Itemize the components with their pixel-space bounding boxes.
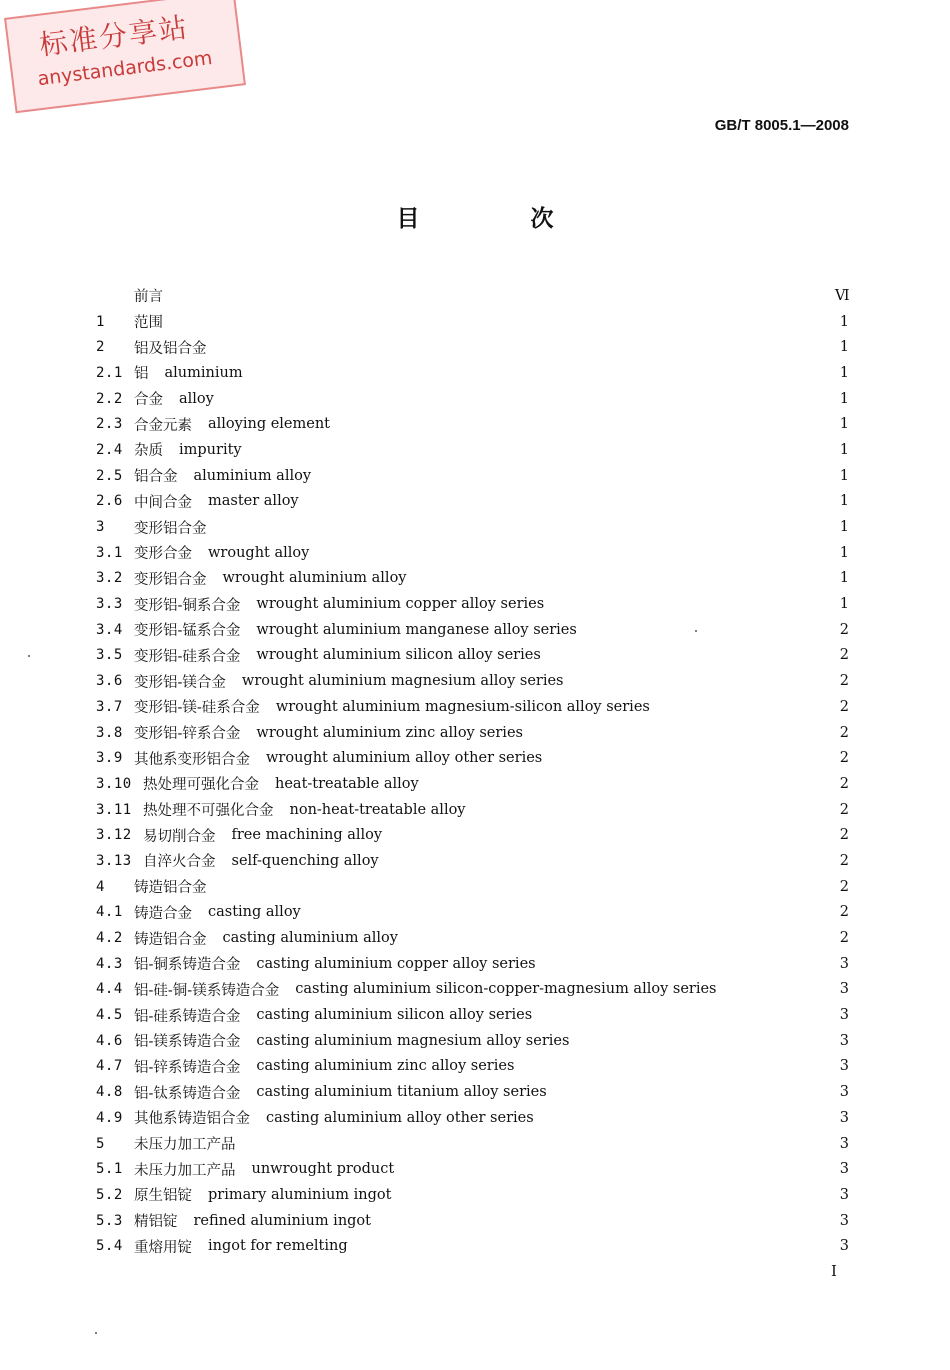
toc-entry[interactable] — [96, 1079, 849, 1105]
toc-entry-title-en: casting aluminium silicon-copper-magnesium alloy series — [295, 981, 717, 998]
toc-entry-page: 2 — [839, 801, 849, 818]
toc-entry-title-en: primary aluminium ingot — [208, 1186, 392, 1203]
toc-dot-leader — [393, 854, 829, 868]
toc-entry-number: 2.5 — [96, 467, 123, 484]
toc-entry-page: 3 — [839, 1186, 849, 1203]
toc-entry[interactable] — [96, 283, 849, 309]
toc-entry[interactable] — [96, 1131, 849, 1157]
toc-dot-leader — [556, 751, 829, 765]
toc-entry-title-cn: 中间合金 — [134, 494, 192, 511]
toc-dot-leader — [344, 417, 829, 431]
toc-dot-leader — [550, 957, 829, 971]
toc-entry-title-cn: 其他系变形铝合金 — [134, 751, 250, 768]
toc-dot-leader — [315, 905, 829, 919]
toc-dot-leader — [408, 1162, 829, 1176]
toc-entry[interactable] — [96, 514, 849, 540]
toc-entry-page: 3 — [839, 1238, 849, 1255]
toc-entry-title-en: casting alloy — [208, 904, 301, 921]
toc-entry-title-cn: 变形铝-硅系合金 — [134, 648, 241, 665]
toc-entry-number: 5.2 — [96, 1186, 123, 1203]
toc-entry-title-en: wrought aluminium silicon alloy series — [256, 647, 541, 664]
toc-entry-title-en: casting aluminium titanium alloy series — [256, 1084, 547, 1101]
toc-entry-number: 4.9 — [96, 1109, 123, 1126]
toc-dot-leader — [221, 880, 830, 894]
toc-entry-title-en: heat-treatable alloy — [275, 775, 419, 792]
toc-dot-leader — [256, 443, 829, 457]
toc-entry[interactable] — [96, 1002, 849, 1028]
toc-entry-title-cn: 铸造铝合金 — [134, 931, 207, 948]
toc-entry-title-en: casting aluminium zinc alloy series — [256, 1058, 515, 1075]
toc-entry-title-en: non-heat-treatable alloy — [289, 801, 466, 818]
toc-entry-title-cn: 变形铝-铜系合金 — [134, 597, 241, 614]
table-of-contents — [96, 283, 849, 1259]
toc-entry-title-cn: 变形铝-锰系合金 — [134, 623, 241, 640]
toc-entry-number: 2.4 — [96, 441, 123, 458]
toc-entry-page: 1 — [839, 339, 849, 356]
toc-entry-title-cn: 铝-镁系铸造合金 — [134, 1034, 241, 1051]
toc-entry-title-cn: 易切削合金 — [143, 828, 216, 845]
toc-entry-title-en: wrought aluminium zinc alloy series — [256, 724, 523, 741]
toc-entry-number: 4.7 — [96, 1058, 123, 1075]
toc-entry-number: 3.13 — [96, 852, 132, 869]
toc-entry[interactable] — [96, 1028, 849, 1054]
toc-entry[interactable] — [96, 1054, 849, 1080]
toc-entry-title-cn: 变形铝-镁-硅系合金 — [134, 700, 260, 717]
toc-dot-leader — [421, 571, 830, 585]
toc-dot-leader — [558, 597, 829, 611]
toc-entry-title-en: casting aluminium alloy other series — [266, 1109, 534, 1126]
toc-entry-title-cn: 铸造合金 — [134, 905, 192, 922]
toc-dot-leader — [221, 340, 830, 354]
toc-dot-leader — [323, 546, 829, 560]
toc-entry-number: 2.1 — [96, 364, 123, 381]
toc-dot-leader — [257, 366, 829, 380]
toc-entry-number: 3.6 — [96, 673, 123, 690]
toc-entry-number: 2.3 — [96, 416, 123, 433]
toc-dot-leader — [325, 469, 829, 483]
scan-speck — [695, 630, 697, 632]
toc-entry-number: 2.6 — [96, 493, 123, 510]
toc-entry-number: 4.6 — [96, 1032, 123, 1049]
toc-entry[interactable] — [96, 411, 849, 437]
toc-entry-title-cn: 铝-硅系铸造合金 — [134, 1008, 241, 1025]
standard-code: GB/T 8005.1—2008 — [714, 117, 849, 134]
toc-entry-page: 1 — [839, 544, 849, 561]
toc-entry-page: 2 — [839, 647, 849, 664]
toc-entry-title-cn: 其他系铸造铝合金 — [134, 1111, 250, 1128]
toc-entry-number: 3.11 — [96, 801, 132, 818]
toc-entry[interactable] — [96, 386, 849, 412]
toc-entry-title-en: unwrought product — [251, 1161, 395, 1178]
toc-entry-page: 2 — [839, 698, 849, 715]
toc-entry-title-cn: 热处理可强化合金 — [143, 777, 259, 794]
toc-dot-leader — [362, 1239, 829, 1253]
toc-dot-leader — [578, 674, 830, 688]
toc-entry[interactable] — [96, 925, 849, 951]
toc-entry-number: 3.10 — [96, 775, 132, 792]
toc-entry-title-en: wrought aluminium magnesium alloy series — [241, 673, 564, 690]
toc-entry-title-cn: 变形铝合金 — [134, 571, 207, 588]
toc-dot-leader — [385, 1214, 829, 1228]
toc-entry-page: 2 — [839, 750, 849, 767]
toc-entry-number: 3 — [96, 519, 105, 536]
toc-entry-page: 1 — [839, 467, 849, 484]
toc-entry-title-en: casting aluminium magnesium alloy series — [256, 1032, 570, 1049]
toc-entry[interactable] — [96, 463, 849, 489]
toc-entry-title-en: wrought aluminium alloy — [222, 570, 407, 587]
toc-entry-title-cn: 精铝锭 — [134, 1214, 178, 1231]
toc-entry-title-cn: 变形铝-镁合金 — [134, 674, 226, 691]
toc-entry-title-en: wrought aluminium alloy other series — [266, 750, 543, 767]
toc-entry[interactable] — [96, 591, 849, 617]
toc-title: 目 次 — [396, 206, 598, 232]
toc-entry-number: 5.4 — [96, 1238, 123, 1255]
toc-entry-number: 3.8 — [96, 724, 123, 741]
toc-entry-title-cn: 变形铝合金 — [134, 520, 207, 537]
toc-entry-number: 4.5 — [96, 1007, 123, 1024]
toc-entry-page: 3 — [839, 1135, 849, 1152]
toc-entry[interactable] — [96, 1105, 849, 1131]
toc-entry[interactable] — [96, 720, 849, 746]
toc-entry-number: 3.9 — [96, 750, 123, 767]
toc-dot-leader — [221, 520, 830, 534]
toc-dot-leader — [405, 1188, 829, 1202]
toc-entry-title-cn: 铝-硅-铜-镁系铸造合金 — [134, 982, 280, 999]
toc-entry-page: 1 — [839, 313, 849, 330]
toc-entry-title-cn: 未压力加工产品 — [134, 1137, 236, 1154]
toc-entry-page: 2 — [839, 673, 849, 690]
toc-entry-title-cn: 重熔用锭 — [134, 1239, 192, 1256]
toc-entry-page: 1 — [839, 493, 849, 510]
toc-entry-number: 3.2 — [96, 570, 123, 587]
toc-entry-title-cn: 自淬火合金 — [143, 854, 216, 871]
toc-entry-title-cn: 前言 — [134, 289, 163, 306]
toc-entry-page: 2 — [839, 621, 849, 638]
toc-dot-leader — [561, 1085, 829, 1099]
toc-entry-title-en: alloy — [179, 390, 214, 407]
toc-entry-title-cn: 变形合金 — [134, 546, 192, 563]
toc-entry[interactable] — [96, 977, 849, 1003]
toc-entry[interactable] — [96, 874, 849, 900]
toc-entry[interactable] — [96, 1233, 849, 1259]
toc-entry-number: 5.3 — [96, 1212, 123, 1229]
toc-entry-number: 3.4 — [96, 621, 123, 638]
toc-entry-title-en: casting aluminium silicon alloy series — [256, 1007, 533, 1024]
toc-entry-title-cn: 铝-锌系铸造合金 — [134, 1059, 241, 1076]
watermark-cn: 标准分享站 — [37, 10, 191, 62]
toc-entry-number: 4 — [96, 878, 105, 895]
toc-entry-title-cn: 范围 — [134, 315, 163, 332]
toc-entry-title-en: master alloy — [208, 493, 299, 510]
toc-entry-title-en: casting aluminium alloy — [222, 930, 398, 947]
toc-entry-page: 3 — [839, 1109, 849, 1126]
toc-entry-page: 3 — [839, 1212, 849, 1229]
scan-speck — [95, 1332, 97, 1334]
toc-entry-number: 4.3 — [96, 955, 123, 972]
toc-entry-page: 3 — [839, 955, 849, 972]
toc-entry-title-en: self-quenching alloy — [231, 852, 379, 869]
toc-entry-number: 3.7 — [96, 698, 123, 715]
toc-entry[interactable] — [96, 566, 849, 592]
toc-entry[interactable] — [96, 848, 849, 874]
toc-entry-number: 4.8 — [96, 1084, 123, 1101]
toc-entry[interactable] — [96, 668, 849, 694]
toc-entry-number: 2.2 — [96, 390, 123, 407]
toc-entry-page: 3 — [839, 1161, 849, 1178]
toc-dot-leader — [731, 982, 830, 996]
toc-dot-leader — [250, 1137, 830, 1151]
toc-dot-leader — [528, 1059, 829, 1073]
scan-speck — [28, 655, 30, 657]
toc-entry-title-cn: 铝-钛系铸造合金 — [134, 1085, 241, 1102]
toc-entry-page: 2 — [839, 775, 849, 792]
toc-entry[interactable] — [96, 540, 849, 566]
toc-entry-number: 5 — [96, 1135, 105, 1152]
toc-entry-page: 2 — [839, 904, 849, 921]
toc-entry-title-cn: 铝合金 — [134, 469, 178, 486]
toc-entry-page: 3 — [839, 1007, 849, 1024]
page-folio: I — [831, 1262, 837, 1280]
toc-entry-page: 1 — [839, 570, 849, 587]
toc-entry-page: 2 — [839, 852, 849, 869]
toc-entry-title-cn: 热处理不可强化合金 — [143, 803, 274, 820]
toc-entry-number: 3.12 — [96, 827, 132, 844]
toc-entry[interactable] — [96, 617, 849, 643]
toc-entry-page: 1 — [839, 596, 849, 613]
toc-entry-page: 1 — [839, 441, 849, 458]
toc-dot-leader — [664, 700, 829, 714]
toc-entry-page: 3 — [839, 981, 849, 998]
toc-entry-page: 1 — [839, 416, 849, 433]
toc-entry-page: 1 — [839, 390, 849, 407]
toc-dot-leader — [412, 931, 829, 945]
toc-entry[interactable] — [96, 745, 849, 771]
toc-dot-leader — [313, 494, 829, 508]
toc-dot-leader — [177, 315, 829, 329]
toc-entry[interactable] — [96, 951, 849, 977]
toc-entry-page: 2 — [839, 878, 849, 895]
toc-entry-page: 3 — [839, 1058, 849, 1075]
toc-entry[interactable] — [96, 900, 849, 926]
toc-dot-leader — [480, 803, 829, 817]
toc-entry-title-cn: 合金 — [134, 392, 163, 409]
toc-entry-title-cn: 铸造铝合金 — [134, 880, 207, 897]
toc-entry-number: 5.1 — [96, 1161, 123, 1178]
toc-entry-number: 3.5 — [96, 647, 123, 664]
toc-entry-title-en: aluminium alloy — [193, 467, 312, 484]
toc-entry[interactable] — [96, 797, 849, 823]
toc-entry[interactable] — [96, 822, 849, 848]
toc-entry-number: 3.1 — [96, 544, 123, 561]
toc-entry[interactable] — [96, 1156, 849, 1182]
toc-entry-title-cn: 变形铝-锌系合金 — [134, 726, 241, 743]
toc-entry-title-cn: 原生铝锭 — [134, 1188, 192, 1205]
toc-entry-number: 4.4 — [96, 981, 123, 998]
toc-entry-page: 1 — [839, 364, 849, 381]
toc-dot-leader — [228, 392, 829, 406]
toc-entry[interactable] — [96, 489, 849, 515]
toc-entry[interactable] — [96, 309, 849, 335]
toc-entry-page: 2 — [839, 930, 849, 947]
toc-entry[interactable] — [96, 771, 849, 797]
toc-entry-title-cn: 铝-铜系铸造合金 — [134, 957, 241, 974]
toc-dot-leader — [548, 1111, 829, 1125]
toc-entry[interactable] — [96, 360, 849, 386]
toc-entry-page: 2 — [839, 724, 849, 741]
toc-entry-page: Ⅵ — [835, 287, 850, 304]
toc-dot-leader — [537, 726, 829, 740]
toc-entry-number: 3.3 — [96, 596, 123, 613]
toc-dot-leader — [177, 289, 829, 303]
toc-entry-number: 4.1 — [96, 904, 123, 921]
toc-dot-leader — [583, 1034, 829, 1048]
toc-dot-leader — [591, 623, 829, 637]
toc-entry-title-en: wrought aluminium magnesium-silicon alloy series — [275, 698, 650, 715]
toc-dot-leader — [396, 828, 829, 842]
watermark-en: anystandards.com — [36, 47, 214, 91]
toc-entry-page: 3 — [839, 1084, 849, 1101]
toc-entry-title-en: wrought aluminium copper alloy series — [256, 596, 545, 613]
toc-entry-number: 1 — [96, 313, 105, 330]
toc-dot-leader — [546, 1008, 829, 1022]
toc-entry-title-en: impurity — [179, 441, 242, 458]
toc-entry-title-en: alloying element — [208, 416, 331, 433]
toc-entry-page: 1 — [839, 519, 849, 536]
toc-entry-title-en: wrought alloy — [208, 544, 310, 561]
toc-entry-title-cn: 合金元素 — [134, 417, 192, 434]
toc-entry[interactable] — [96, 437, 849, 463]
toc-entry[interactable] — [96, 1182, 849, 1208]
toc-entry-title-cn: 铝 — [134, 366, 149, 383]
toc-entry-title-cn: 未压力加工产品 — [134, 1162, 236, 1179]
toc-entry-title-en: ingot for remelting — [208, 1238, 348, 1255]
toc-entry-number: 2 — [96, 339, 105, 356]
toc-entry[interactable] — [96, 334, 849, 360]
toc-entry-title-en: free machining alloy — [231, 827, 383, 844]
toc-dot-leader — [555, 648, 829, 662]
toc-entry[interactable] — [96, 1208, 849, 1234]
toc-entry-page: 2 — [839, 827, 849, 844]
toc-entry-title-cn: 铝及铝合金 — [134, 340, 207, 357]
toc-entry-title-en: refined aluminium ingot — [193, 1212, 371, 1229]
toc-entry[interactable] — [96, 643, 849, 669]
toc-entry-title-cn: 杂质 — [134, 443, 163, 460]
toc-entry-page: 3 — [839, 1032, 849, 1049]
toc-dot-leader — [433, 777, 829, 791]
toc-entry-title-en: aluminium — [164, 364, 243, 381]
watermark-stamp — [4, 0, 246, 113]
toc-entry-title-en: wrought aluminium manganese alloy series — [256, 621, 577, 638]
toc-entry[interactable] — [96, 694, 849, 720]
toc-entry-number: 4.2 — [96, 930, 123, 947]
toc-entry-title-en: casting aluminium copper alloy series — [256, 955, 536, 972]
